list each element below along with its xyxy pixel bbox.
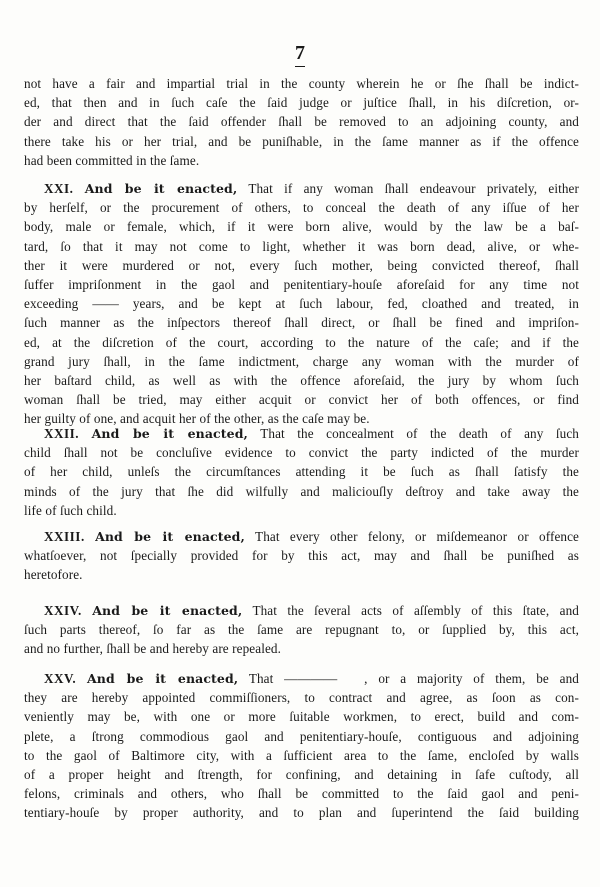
section-text: That the concealment of the death of any ſuch — [260, 426, 579, 441]
text-line: had been committed in the ſame. — [24, 152, 200, 168]
paragraph-continuation — [24, 74, 579, 170]
text-line: her guilty of one, and acquit her of the other, as the caſe may be. — [24, 411, 370, 427]
text-line: life of ſuch child. — [24, 502, 117, 518]
text-line: by herſelf, or the procurement of others, to conceal the death of any iſſue of her — [24, 200, 579, 216]
text-line: child ſhall not be concluſive evidence to convict the party indicted of the murder — [24, 445, 579, 461]
section-text: That if any woman ſhall endeavour privately, either — [248, 181, 579, 196]
page-number: 7 — [0, 42, 600, 67]
text-line: of a proper height and ſtrength, for confining, and detaining in ſafe cuſtody, all — [24, 766, 579, 782]
text-line: veniently may be, with one or more ſuitable workmen, to erect, build and com- — [24, 709, 579, 725]
section-number: XXI. — [44, 181, 74, 196]
enacting-clause: And be it enacted, — [86, 671, 239, 686]
text-line: ſuffer impriſonment in the gaol and penitentiary-houſe aforeſaid for any time not — [24, 276, 579, 292]
text-line: ed, that then and in ſuch caſe the ſaid judge or juſtice ſhall, in his diſcretion, or- — [24, 95, 579, 111]
section-xxiv — [24, 601, 579, 659]
text-line: to the gaol of Baltimore city, with a ſufficient area to the ſame, encloſed by walls — [24, 747, 579, 763]
text-line: ſuch parts thereof, ſo far as the ſame are repugnant to, or ſupplied by, this act, — [24, 622, 579, 638]
text-line: whatſoever, not ſpecially provided for by this act, may and ſhall be puniſhed as — [24, 548, 579, 564]
enacting-clause: And be it enacted, — [95, 529, 245, 544]
section-text: That every other felony, or miſdemeanor or offence — [255, 529, 579, 544]
section-text: That — [248, 671, 274, 686]
section-number: XXII. — [44, 426, 80, 441]
text-line: ed, at the diſcretion of the court, according to the nature of the caſe; and if the — [24, 334, 579, 350]
text-line: ſuch manner as the inſpectors thereof ſhall direct, or ſhall be fined and impriſon- — [24, 315, 579, 331]
section-xxi — [24, 179, 579, 428]
section-number: XXIII. — [44, 529, 85, 544]
text-line: heretofore. — [24, 567, 83, 583]
text-line: exceeding —— years, and be kept at ſuch labour, fed, cloathed and treated, in — [24, 296, 579, 312]
text-line: tard, ſo that it may not come to light, whether it was born dead, alive, or whe- — [24, 238, 579, 254]
section-first-line — [24, 179, 579, 198]
section-first-line — [24, 424, 579, 443]
section-first-line — [24, 527, 579, 546]
text-line: they are hereby appointed commiſſioners, to contract and agree, as ſoon as con- — [24, 690, 579, 706]
enacting-clause: And be it enacted, — [92, 603, 243, 618]
text-line: of her child, unleſs the circumſtances attending it be ſuch as ſhall ſatisfy the — [24, 464, 579, 480]
text-line: tentiary-houſe by proper authority, and to plan and ſuperintend the ſaid building — [24, 805, 579, 821]
section-xxv — [24, 669, 579, 823]
section-first-line — [24, 669, 579, 688]
text-line: and no further, ſhall be and hereby are repealed. — [24, 641, 282, 657]
section-xxii — [24, 424, 579, 520]
section-xxiii — [24, 527, 579, 585]
section-number: XXV. — [44, 671, 77, 686]
section-text: , or a majority of them, be and — [364, 671, 579, 686]
section-first-line — [24, 601, 579, 620]
blank-line: ———— — [284, 671, 338, 686]
text-line: felons, criminals and others, who ſhall be committed to the ſaid gaol and peni- — [24, 786, 579, 802]
section-text: That the ſeveral acts of aſſembly of this ſtate, and — [252, 603, 579, 618]
text-line: ther it were murdered or not, every ſuch mother, being convicted thereof, ſhall — [24, 257, 579, 273]
text-line: minds of the jury that ſhe did wilfully and maliciouſly deſtroy and take away the — [24, 483, 579, 499]
section-number: XXIV. — [44, 603, 82, 618]
text-line: woman ſhall be tried, may either acquit or convict her of both offences, or find — [24, 392, 579, 408]
text-line: her baſtard child, as well as with the offence aforeſaid, the jury by whom ſuch — [24, 372, 579, 388]
text-line: there take his or her trial, and be puniſhable, in the ſame manner as if the offence — [24, 133, 579, 149]
text-line: plete, a ſtrong commodious gaol and penitentiary-houſe, contiguous and adjoining — [24, 728, 579, 744]
text-line: not have a fair and impartial trial in the county wherein he or ſhe ſhall be indict- — [24, 76, 579, 91]
text-line: grand jury ſhall, in the ſame indictment, charge any woman with the murder of — [24, 353, 579, 369]
text-line: der and direct that the ſaid offender ſhall be removed to an adjoining county, and — [24, 114, 579, 130]
enacting-clause: And be it enacted, — [91, 426, 248, 441]
enacting-clause: And be it enacted, — [84, 181, 238, 196]
text-line: body, male or female, which, if it were born alive, would by the law be a baſ- — [24, 219, 579, 235]
